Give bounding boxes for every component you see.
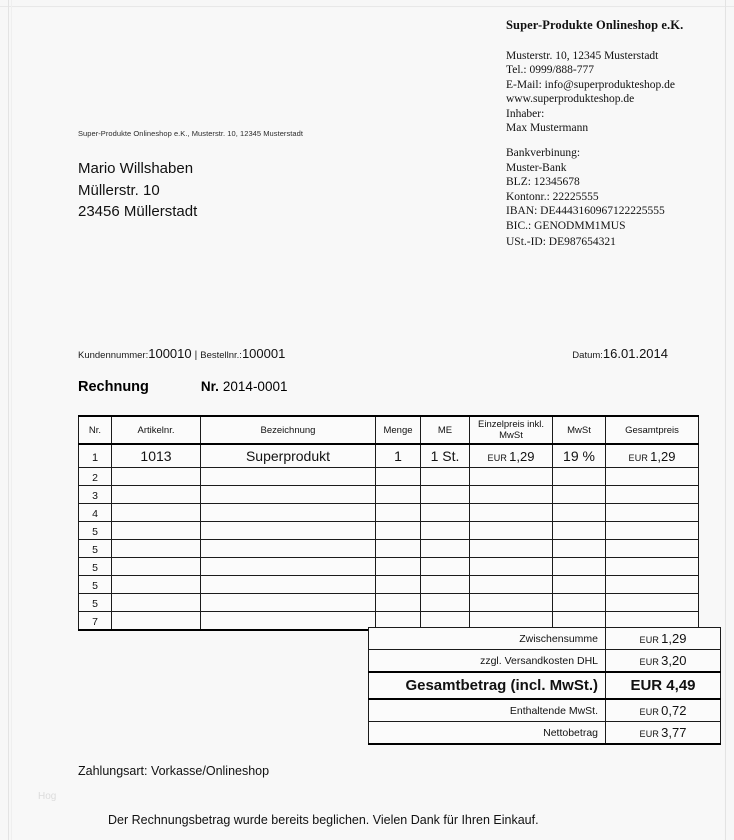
totals-row-value: EUR 4,49 bbox=[606, 672, 721, 699]
cell-vat-rate bbox=[553, 576, 606, 594]
table-row bbox=[79, 594, 699, 612]
bank-account-number: Kontonr.: 22225555 bbox=[506, 190, 599, 203]
totals-row-value bbox=[606, 699, 721, 722]
column-header-unit: ME bbox=[421, 416, 470, 444]
cell-article-number bbox=[112, 504, 201, 522]
bank-blz: BLZ: 12345678 bbox=[506, 176, 580, 189]
column-header-description: Bezeichnung bbox=[201, 416, 376, 444]
cell-vat-rate: 19 % bbox=[553, 444, 606, 468]
cell-unit bbox=[421, 504, 470, 522]
currency-label: EUR bbox=[639, 656, 660, 667]
cell-total-price bbox=[606, 540, 699, 558]
cell-unit-price bbox=[470, 594, 553, 612]
cell-row-number: 1 bbox=[79, 444, 112, 468]
meta-separator: | bbox=[194, 350, 198, 361]
amount-value: 0,72 bbox=[661, 702, 687, 718]
payment-method-line: Zahlungsart: Vorkasse/Onlineshop bbox=[78, 764, 270, 778]
table-header-row bbox=[79, 416, 699, 444]
cell-unit: 1 St. bbox=[421, 444, 470, 468]
cell-description bbox=[201, 612, 376, 631]
totals-row bbox=[369, 722, 721, 745]
cell-vat-rate bbox=[553, 486, 606, 504]
line-items-header bbox=[79, 416, 699, 444]
sender-email-line: E-Mail: info@superprodukteshop.de bbox=[506, 78, 676, 91]
amount-value: 1,29 bbox=[509, 449, 535, 464]
sender-company-name: Super-Produkte Onlineshop e.K. bbox=[506, 18, 684, 32]
currency-label: EUR bbox=[639, 706, 660, 717]
cell-description bbox=[201, 504, 376, 522]
cell-quantity bbox=[376, 576, 421, 594]
amount-value: 1,29 bbox=[650, 449, 676, 464]
line-items-table bbox=[78, 415, 699, 631]
cell-vat-rate bbox=[553, 522, 606, 540]
cell-quantity bbox=[376, 594, 421, 612]
scan-artifact: Hog bbox=[38, 791, 57, 802]
cell-article-number bbox=[112, 540, 201, 558]
invoice-meta-left bbox=[78, 345, 285, 363]
cell-total-price bbox=[606, 504, 699, 522]
invoice-title-row bbox=[78, 378, 287, 396]
cell-article-number bbox=[112, 594, 201, 612]
cell-unit-price bbox=[470, 576, 553, 594]
cell-article-number bbox=[112, 558, 201, 576]
customer-number-label: Kundennummer: bbox=[78, 350, 149, 361]
cell-unit-price bbox=[470, 468, 553, 486]
cell-description bbox=[201, 468, 376, 486]
cell-vat-rate bbox=[553, 594, 606, 612]
recipient-city: 23456 Müllerstadt bbox=[78, 203, 198, 220]
cell-description: Superprodukt bbox=[201, 444, 376, 468]
amount-value: 1,29 bbox=[661, 630, 687, 646]
bank-iban: IBAN: DE4443160967122225555 bbox=[506, 205, 665, 218]
sender-website-line: www.superprodukteshop.de bbox=[506, 93, 635, 106]
cell-row-number: 5 bbox=[79, 576, 112, 594]
page-edge-top bbox=[0, 6, 734, 7]
cell-row-number: 5 bbox=[79, 522, 112, 540]
totals-row bbox=[369, 699, 721, 722]
cell-row-number: 4 bbox=[79, 504, 112, 522]
cell-unit-price bbox=[470, 522, 553, 540]
page-edge-left bbox=[8, 0, 9, 840]
bank-heading: Bankverbinung: bbox=[506, 147, 581, 159]
totals-row-value bbox=[606, 628, 721, 650]
column-header-total-price: Gesamtpreis bbox=[606, 416, 699, 444]
recipient-name: Mario Willshaben bbox=[78, 160, 194, 177]
cell-description bbox=[201, 576, 376, 594]
order-number-label: Bestellnr.: bbox=[200, 350, 242, 361]
table-row bbox=[79, 486, 699, 504]
cell-quantity bbox=[376, 504, 421, 522]
cell-article-number bbox=[112, 468, 201, 486]
sender-owner-label: Inhaber: bbox=[506, 107, 545, 120]
column-header-vat: MwSt bbox=[553, 416, 606, 444]
totals-table bbox=[368, 627, 721, 745]
currency-label: EUR bbox=[628, 453, 649, 463]
amount-value: 3,20 bbox=[661, 652, 687, 668]
totals-row bbox=[369, 672, 721, 699]
invoice-number-label: Nr. bbox=[200, 379, 219, 394]
cell-description bbox=[201, 540, 376, 558]
totals-row bbox=[369, 628, 721, 650]
page-title: Rechnung bbox=[78, 379, 149, 395]
cell-row-number: 7 bbox=[79, 612, 112, 631]
cell-total-price bbox=[606, 522, 699, 540]
vat-id-line: USt.-ID: DE987654321 bbox=[506, 236, 616, 248]
cell-article-number bbox=[112, 576, 201, 594]
cell-vat-rate bbox=[553, 468, 606, 486]
cell-row-number: 3 bbox=[79, 486, 112, 504]
cell-unit bbox=[421, 558, 470, 576]
totals-body bbox=[369, 628, 721, 745]
table-row bbox=[79, 522, 699, 540]
cell-unit bbox=[421, 576, 470, 594]
amount-value: 3,77 bbox=[661, 724, 687, 740]
column-header-quantity: Menge bbox=[376, 416, 421, 444]
recipient-address-block bbox=[78, 158, 197, 223]
totals-row-value bbox=[606, 650, 721, 673]
cell-quantity bbox=[376, 468, 421, 486]
cell-total-price bbox=[606, 576, 699, 594]
cell-article-number bbox=[112, 486, 201, 504]
table-row bbox=[79, 576, 699, 594]
customer-number-value: 100010 bbox=[148, 346, 192, 361]
cell-vat-rate bbox=[553, 540, 606, 558]
sender-owner-name: Max Mustermann bbox=[506, 122, 589, 135]
totals-row-label: Zwischensumme bbox=[369, 628, 606, 650]
column-header-unit-price: Einzelpreis inkl. MwSt bbox=[470, 416, 553, 444]
table-row bbox=[79, 468, 699, 486]
cell-total-price bbox=[606, 594, 699, 612]
sender-company-block bbox=[506, 18, 734, 135]
totals-row-label: Gesamtbetrag (incl. MwSt.) bbox=[369, 672, 606, 699]
cell-unit-price bbox=[470, 444, 553, 468]
totals-row bbox=[369, 650, 721, 673]
order-number-value: 100001 bbox=[241, 346, 286, 361]
cell-article-number bbox=[112, 522, 201, 540]
cell-unit-price bbox=[470, 504, 553, 522]
cell-quantity bbox=[376, 558, 421, 576]
cell-quantity bbox=[376, 540, 421, 558]
cell-description bbox=[201, 594, 376, 612]
invoice-date-label: Datum: bbox=[572, 350, 603, 361]
column-header-nr: Nr. bbox=[79, 416, 112, 444]
cell-quantity bbox=[376, 486, 421, 504]
cell-total-price bbox=[606, 558, 699, 576]
cell-row-number: 5 bbox=[79, 540, 112, 558]
cell-vat-rate bbox=[553, 504, 606, 522]
cell-row-number: 2 bbox=[79, 468, 112, 486]
cell-description bbox=[201, 558, 376, 576]
line-items-body bbox=[79, 444, 699, 630]
cell-description bbox=[201, 486, 376, 504]
invoice-date-value: 16.01.2014 bbox=[602, 346, 668, 361]
recipient-street: Müllerstr. 10 bbox=[78, 181, 160, 199]
table-row bbox=[79, 504, 699, 522]
invoice-number-value: 2014-0001 bbox=[222, 379, 288, 394]
currency-label: EUR bbox=[487, 453, 508, 463]
totals-row-label: Enthaltende MwSt. bbox=[369, 699, 606, 722]
currency-label: EUR bbox=[639, 728, 660, 739]
cell-unit bbox=[421, 468, 470, 486]
cell-unit bbox=[421, 540, 470, 558]
cell-article-number: 1013 bbox=[112, 444, 201, 468]
bank-name: Muster-Bank bbox=[506, 161, 567, 174]
column-header-article-number: Artikelnr. bbox=[112, 416, 201, 444]
cell-total-price bbox=[606, 444, 699, 468]
cell-unit bbox=[421, 594, 470, 612]
invoice-meta-right bbox=[572, 345, 668, 363]
cell-total-price bbox=[606, 468, 699, 486]
sender-phone-line: Tel.: 0999/888-777 bbox=[506, 64, 594, 77]
thank-you-line: Der Rechnungsbetrag wurde bereits beglichen. Vielen Dank für Ihren Einkauf. bbox=[108, 813, 539, 827]
table-row bbox=[79, 444, 699, 468]
cell-unit bbox=[421, 486, 470, 504]
totals-row-label: Nettobetrag bbox=[369, 722, 606, 745]
cell-row-number: 5 bbox=[79, 594, 112, 612]
cell-description bbox=[201, 522, 376, 540]
bank-details-block bbox=[506, 146, 734, 234]
sender-address-line: Musterstr. 10, 12345 Musterstadt bbox=[506, 50, 659, 62]
cell-row-number: 5 bbox=[79, 558, 112, 576]
cell-quantity: 1 bbox=[376, 444, 421, 468]
currency-label: EUR bbox=[639, 634, 660, 645]
totals-row-value bbox=[606, 722, 721, 745]
invoice-meta-row bbox=[78, 345, 668, 361]
cell-unit-price bbox=[470, 558, 553, 576]
cell-vat-rate bbox=[553, 558, 606, 576]
cell-article-number bbox=[112, 612, 201, 631]
return-address-line: Super-Produkte Onlineshop e.K., Musterstr. 10, 12345 Musterstadt bbox=[78, 129, 303, 138]
table-row bbox=[79, 558, 699, 576]
cell-total-price bbox=[606, 486, 699, 504]
table-row bbox=[79, 540, 699, 558]
cell-quantity bbox=[376, 522, 421, 540]
totals-row-label: zzgl. Versandkosten DHL bbox=[369, 650, 606, 673]
cell-unit-price bbox=[470, 540, 553, 558]
cell-unit-price bbox=[470, 486, 553, 504]
cell-unit bbox=[421, 522, 470, 540]
bank-bic: BIC.: GENODMM1MUS bbox=[506, 219, 626, 232]
invoice-sheet bbox=[12, 8, 724, 840]
